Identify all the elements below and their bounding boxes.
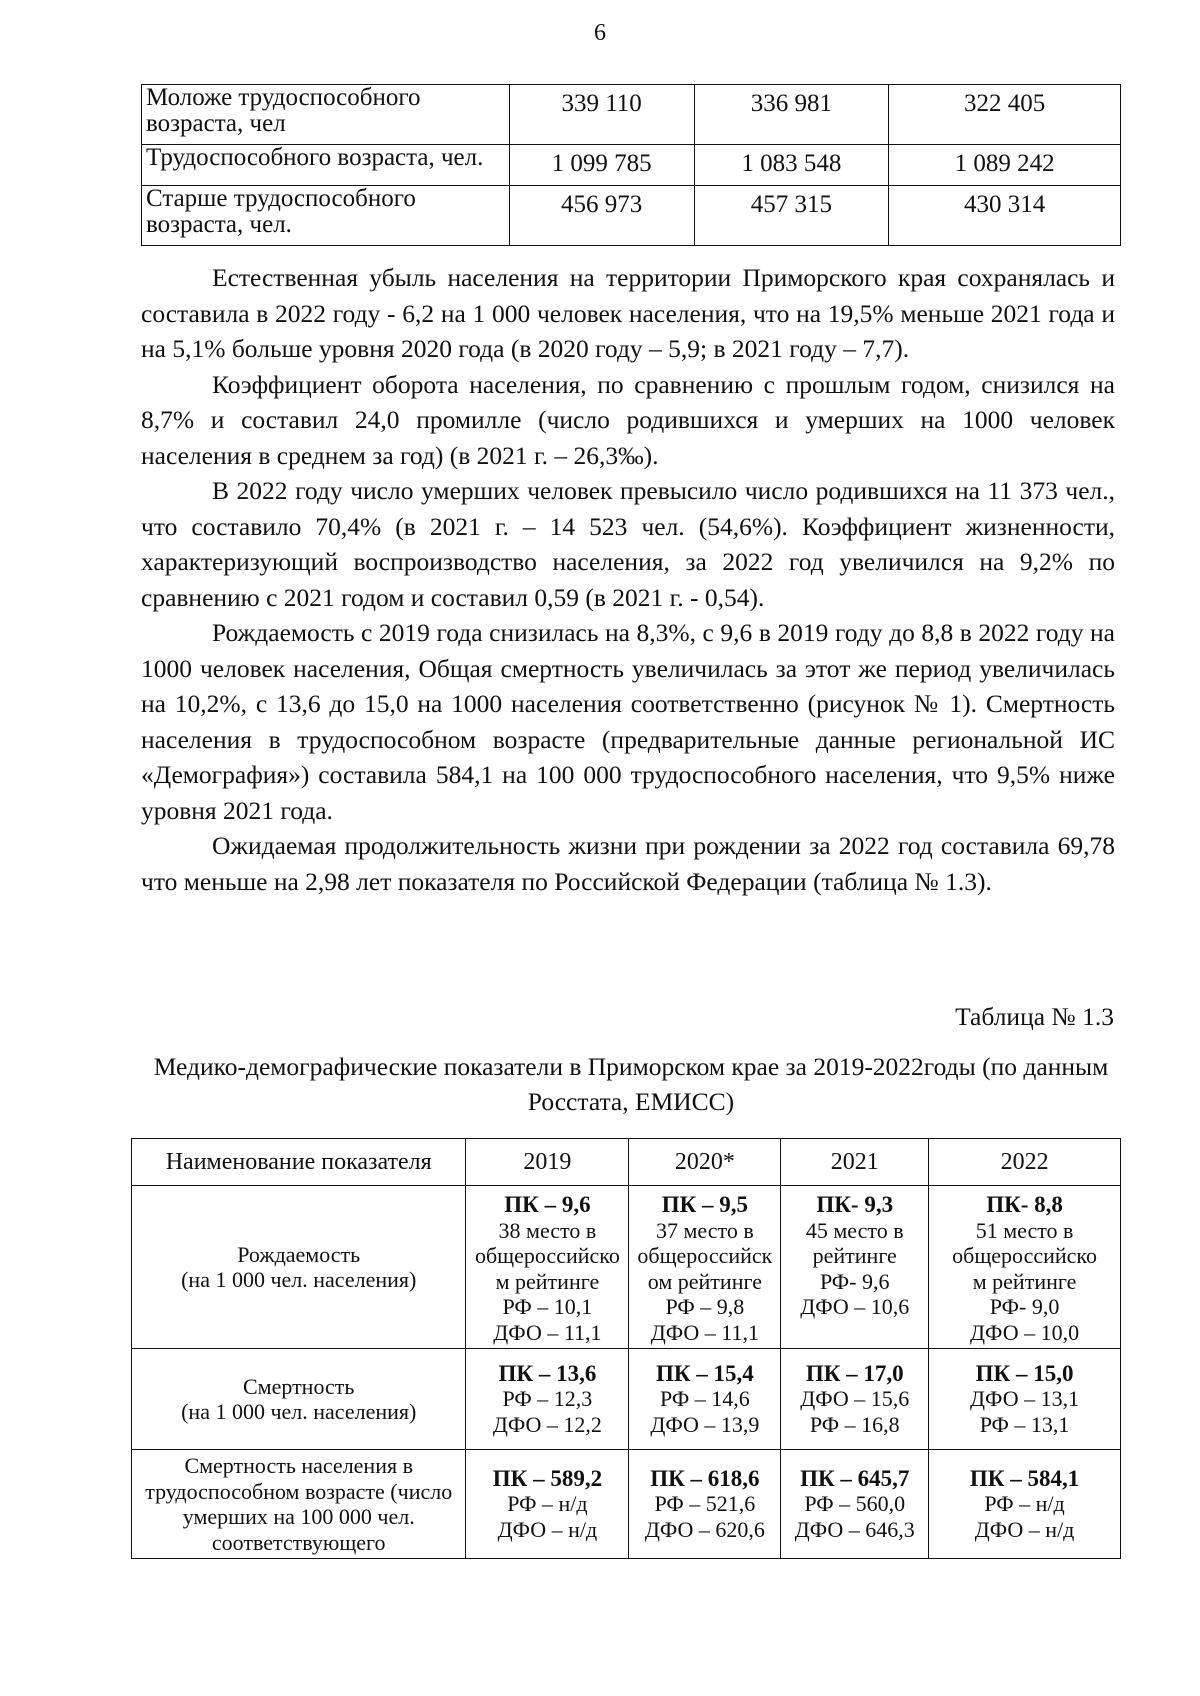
page-number: 6 xyxy=(594,20,606,46)
indicator-name-cell xyxy=(132,1186,466,1349)
row-value: 339 110 xyxy=(509,85,694,145)
detail-line: РФ – 16,8 xyxy=(809,1411,900,1437)
column-header: 2020* xyxy=(629,1139,781,1186)
detail-line: ДФО – 10,6 xyxy=(800,1294,910,1319)
column-header: Наименование показателя xyxy=(132,1139,466,1186)
detail-line: общероссийск xyxy=(637,1243,773,1268)
indicator-unit: (на 1 000 чел. населения) xyxy=(181,1267,417,1292)
indicator-unit: (на 1 000 чел. населения) xyxy=(181,1399,417,1424)
pk-value: ПК – 618,6 xyxy=(650,1465,760,1491)
detail-line: РФ – 10,1 xyxy=(502,1294,593,1319)
row-value: 1 099 785 xyxy=(509,145,694,186)
row-value: 336 981 xyxy=(694,85,889,145)
detail-line: РФ – 560,0 xyxy=(804,1491,906,1517)
detail-line: ДФО – 11,1 xyxy=(650,1319,759,1345)
value-cell xyxy=(781,1450,929,1559)
detail-line: РФ – 13,1 xyxy=(979,1411,1070,1437)
detail-line: РФ – н/д xyxy=(507,1491,588,1517)
pk-value: ПК – 584,1 xyxy=(969,1465,1080,1491)
column-header: 2019 xyxy=(466,1139,629,1186)
detail-line: ДФО – н/д xyxy=(497,1516,598,1542)
table-row xyxy=(142,85,1121,145)
detail-line: РФ – 12,3 xyxy=(502,1386,593,1412)
value-cell xyxy=(466,1450,629,1559)
detail-line: РФ – 521,6 xyxy=(654,1491,756,1517)
pk-value: ПК- 8,8 xyxy=(986,1192,1063,1217)
row-label: Старше трудоспособного возраста, чел. xyxy=(142,186,510,246)
paragraph: Коэффициент оборота населения, по сравнению с прошлым годом, снизился на 8,7% и составил 24,0 промилле (число родившихся и умерших на 1000 человек населения в среднем за год) (в 2021 г. – 26,3‰). xyxy=(141,369,1115,470)
detail-line: ДФО – 13,9 xyxy=(650,1411,760,1437)
detail-line: ДФО – 13,1 xyxy=(970,1386,1080,1412)
detail-line: ДФО – 10,0 xyxy=(970,1319,1080,1345)
paragraph: Естественная убыль населения на территории Приморского края сохранялась и составила в 2022 году - 6,2 на 1 000 человек населения, что на 19,5% меньше 2021 года и на 5,1% больше уровня 2020 года (в 2020 году – 5,9; в 2021 году – 7,7). xyxy=(141,263,1115,363)
table-header-row xyxy=(132,1139,1121,1186)
indicator-name-cell xyxy=(132,1450,466,1559)
detail-line: РФ- 9,6 xyxy=(819,1268,890,1294)
value-cell xyxy=(466,1186,629,1349)
pk-value: ПК – 13,6 xyxy=(498,1360,597,1386)
indicator-name: Смертность xyxy=(243,1373,355,1399)
detail-line: ДФО – 620,6 xyxy=(644,1516,765,1542)
value-cell xyxy=(781,1349,929,1450)
value-cell xyxy=(629,1450,781,1559)
detail-line: РФ- 9,0 xyxy=(989,1294,1060,1319)
value-cell xyxy=(781,1186,929,1349)
value-cell xyxy=(929,1450,1121,1559)
row-value: 1 089 242 xyxy=(889,145,1121,186)
table-row xyxy=(132,1349,1121,1450)
paragraph: Ожидаемая продолжительность жизни при рождении за 2022 год составила 69,78 что меньше на 2,98 лет показателя по Российской Федерации (таблица № 1.3). xyxy=(141,831,1115,896)
row-value: 430 314 xyxy=(889,186,1121,246)
medical-demographic-table xyxy=(131,1138,1121,1559)
column-header: 2021 xyxy=(781,1139,929,1186)
pk-value: ПК – 17,0 xyxy=(805,1360,904,1386)
detail-line: м рейтинге xyxy=(495,1268,600,1294)
detail-line: м рейтинге xyxy=(972,1268,1077,1294)
pk-value: ПК – 9,6 xyxy=(504,1192,591,1217)
pk-value: ПК – 645,7 xyxy=(800,1465,910,1491)
table-row xyxy=(132,1450,1121,1559)
table-title: Медико-демографические показатели в Приморском крае за 2019-2022годы (по данным Росстата, ЕМИСС) xyxy=(153,1052,1109,1116)
detail-line: ДФО – 15,6 xyxy=(800,1386,910,1412)
value-cell xyxy=(629,1349,781,1450)
table-label: Таблица № 1.3 xyxy=(955,1002,1114,1031)
paragraph: В 2022 году число умерших человек превысило число родившихся на 11 373 чел., что составило 70,4% (в 2021 г. – 14 523 чел. (54,6%). Коэффициент жизненности, характеризующий воспроизводство населения, за 2022 год увеличился на 9,2% по сравнению с 2021 годом и составил 0,59 (в 2021 г. - 0,54). xyxy=(141,476,1115,612)
detail-line: 38 место в xyxy=(498,1217,597,1243)
row-value: 322 405 xyxy=(889,85,1121,145)
detail-line: ом рейтинге xyxy=(647,1268,762,1294)
indicator-name: Смертность населения в трудоспособном возрасте (число умерших на 100 000 чел. соответствующего xyxy=(145,1453,453,1555)
body-text xyxy=(141,260,1115,899)
row-value: 1 083 548 xyxy=(694,145,889,186)
indicator-name: Рождаемость xyxy=(237,1241,361,1267)
detail-line: РФ – 14,6 xyxy=(659,1386,750,1412)
detail-line: общероссийско xyxy=(474,1243,620,1268)
detail-line: общероссийско xyxy=(952,1243,1097,1268)
table-row xyxy=(132,1186,1121,1349)
detail-line: РФ – н/д xyxy=(984,1491,1065,1517)
row-label: Моложе трудоспособного возраста, чел xyxy=(142,85,510,145)
pk-value: ПК – 9,5 xyxy=(661,1192,749,1217)
value-cell xyxy=(929,1186,1121,1349)
indicator-name-cell xyxy=(132,1349,466,1450)
pk-value: ПК – 15,0 xyxy=(975,1360,1074,1386)
table-row xyxy=(142,145,1121,186)
detail-line: ДФО – 646,3 xyxy=(794,1516,915,1542)
age-group-table xyxy=(141,84,1121,246)
row-value: 456 973 xyxy=(509,186,694,246)
pk-value: ПК- 9,3 xyxy=(816,1192,894,1217)
detail-line: ДФО – 11,1 xyxy=(493,1319,602,1345)
detail-line: ДФО – 12,2 xyxy=(492,1411,602,1437)
detail-line: рейтинге xyxy=(812,1243,897,1268)
detail-line: 45 место в xyxy=(805,1217,904,1243)
row-value: 457 315 xyxy=(694,186,889,246)
value-cell xyxy=(466,1349,629,1450)
column-header: 2022 xyxy=(929,1139,1121,1186)
detail-line: ДФО – н/д xyxy=(974,1516,1075,1542)
detail-line: 37 место в xyxy=(656,1217,754,1243)
detail-line: 51 место в xyxy=(975,1217,1074,1243)
pk-value: ПК – 15,4 xyxy=(655,1360,754,1386)
value-cell xyxy=(629,1186,781,1349)
paragraph: Рождаемость с 2019 года снизилась на 8,3%, с 9,6 в 2019 году до 8,8 в 2022 году на 1000 человек населения, Общая смертность увеличилась за этот же период увеличилась на 10,2%, с 13,6 до 15,0 на 1000 населения соответственно (рисунок № 1). Смертность населения в трудоспособном возрасте (предварительные данные региональной ИС «Демография») составила 584,1 на 100 000 трудоспособного населения, что 9,5% ниже уровня 2021 года. xyxy=(141,618,1115,825)
value-cell xyxy=(929,1349,1121,1450)
table-row xyxy=(142,186,1121,246)
pk-value: ПК – 589,2 xyxy=(492,1465,603,1491)
row-label: Трудоспособного возраста, чел. xyxy=(142,145,510,186)
detail-line: РФ – 9,8 xyxy=(665,1294,745,1319)
